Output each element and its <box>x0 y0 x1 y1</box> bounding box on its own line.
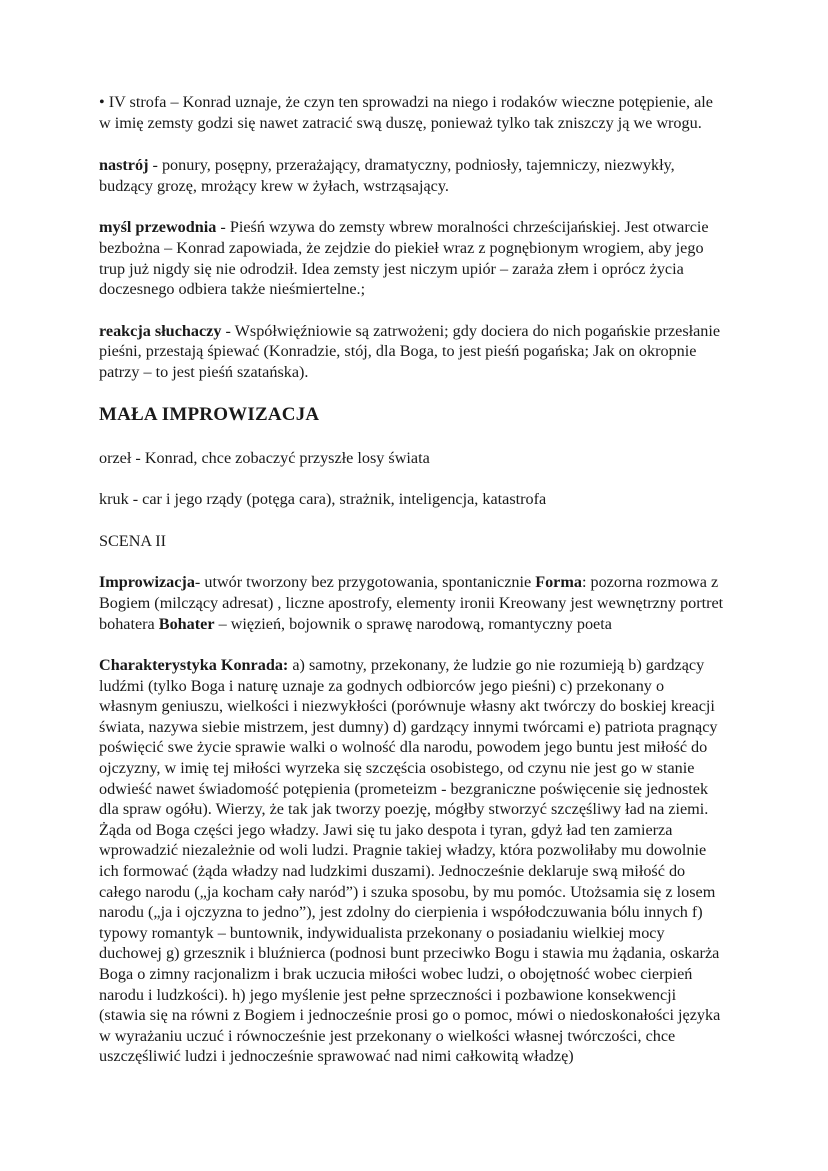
bohater-label: Bohater <box>158 614 215 633</box>
forma-text: : pozorna rozmowa z Bogiem (milczący adresat) , liczne apostrofy, elementy ironii Kreowany jest wewnętrzny portret bohatera <box>99 573 724 633</box>
paragraph-orzel: orzeł - Konrad, chce zobaczyć przyszłe losy świata <box>99 448 430 467</box>
paragraph-mysl-przewodnia <box>99 217 724 299</box>
reakcja-sluchaczy-label: reakcja słuchaczy <box>99 321 222 340</box>
improwizacja-label: Improwizacja <box>99 573 195 592</box>
mysl-przewodnia-label: myśl przewodnia <box>99 218 217 237</box>
paragraph-iv-strofa <box>99 92 724 133</box>
paragraph-improwizacja <box>99 572 724 634</box>
nastroj-text: - ponury, posępny, przerażający, dramatyczny, podniosły, tajemniczy, niezwykły, budzący grozę, mrożący krew w żyłach, wstrząsający. <box>99 156 675 195</box>
paragraph-nastroj <box>99 155 724 196</box>
iv-strofa-text: • IV strofa – Konrad uznaje, że czyn ten sprowadzi na niego i rodaków wieczne potępienie, ale w imię zemsty godzi się nawet zatracić swą duszę, ponieważ tylko tak zniszczy ją we wrogu. <box>99 93 713 132</box>
bohater-text: – więzień, bojownik o sprawę narodową, romantyczny poeta <box>214 614 612 633</box>
section-heading-mala-improwizacja: MAŁA IMPROWIZACJA <box>99 403 320 425</box>
improwizacja-text: - utwór tworzony bez przygotowania, spontanicznie <box>194 573 536 592</box>
mysl-przewodnia-text: - Pieśń wzywa do zemsty wbrew moralności chrześcijańskiej. Jest otwarcie bezbożna – Konrad zapowiada, że zejdzie do piekieł wraz z pognębionym wrogiem, aby jego trup już nigdy się nie odrodził. Idea zemsty jest niczym upiór – zaraża złem i oprócz życia doczesnego odbiera także nieśmiertelne.; <box>99 218 709 299</box>
paragraph-reakcja-sluchaczy <box>99 321 724 383</box>
charakterystyka-label: Charakterystyka Konrada: <box>99 656 289 675</box>
reakcja-sluchaczy-text: - Współwięźniowie są zatrwożeni; gdy dociera do nich pogańskie przesłanie pieśni, przestają śpiewać (Konradzie, stój, dla Boga, to jest pieśń pogańska; Jak on okropnie patrzy – to jest pieśń szatańska). <box>99 321 721 381</box>
paragraph-charakterystyka-konrada <box>99 655 724 1067</box>
charakterystyka-text: a) samotny, przekonany, że ludzie go nie rozumieją b) gardzący ludźmi (tylko Boga i naturę uznaje za godnych odbiorców jego pieśni) c) przekonany o własnym geniuszu, wielkości i niezwykłości (porównuje własny akt twórczy do boskiej kreacji świata, nazywa siebie mistrzem, jest dumny) d) gardzący innymi twórcami e) patriota pragnący poświęcić swe życie sprawie walki o wolność dla narodu, powodem jego buntu jest miłość do ojczyzny, w imię tej miłości wyrzeka się szczęścia osobistego, od czynu nie jest go w stanie odwieść nawet świadomość potępienia (prometeizm - bezgraniczne poświęcenie się jednostek dla spraw ogółu). Wierzy, że tak jak tworzy poezję, mógłby stworzyć szczęśliwy ład na ziemi. Żąda od Boga części jego władzy. Jawi się tu jako despota i tyran, gdyż ład ten zamierza wprowadzić niezależnie od woli ludzi. Pragnie takiej władzy, która pozwoliłaby mu dowolnie ich formować (żąda władzy nad ludzkimi duszami). Jednocześnie deklaruje swą miłość do całego narodu („ja kocham cały naród”) i szuka sposobu, by mu pomóc. Utożsamia się z losem narodu („ja i ojczyzna to jedno”), jest zdolny do cierpienia i współodczuwania bólu innych f) typowy romantyk – buntownik, indywidualista przekonany o posiadaniu wielkiej mocy duchowej g) grzesznik i bluźnierca (podnosi bunt przeciwko Bogu i stawia mu żądania, oskarża Boga o zimny racjonalizm i brak uczucia miłości wobec ludzi, o obojętność wobec cierpień narodu i ludzkości). h) jego myślenie jest pełne sprzeczności i pozbawione konsekwencji (stawia się na równi z Bogiem i jednocześnie prosi go o pomoc, mówi o niedoskonałości języka w wyrażaniu uczuć i równocześnie jest przekonany o wielkości własnej twórczości, chce uszczęśliwić ludzi i jednocześnie sprawować nad nimi całkowitą władzę) <box>99 656 721 1066</box>
paragraph-kruk: kruk - car i jego rządy (potęga cara), strażnik, inteligencja, katastrofa <box>99 490 547 509</box>
forma-label: Forma <box>535 573 582 592</box>
paragraph-scena-ii: SCENA II <box>99 531 167 550</box>
nastroj-label: nastrój <box>99 156 149 175</box>
